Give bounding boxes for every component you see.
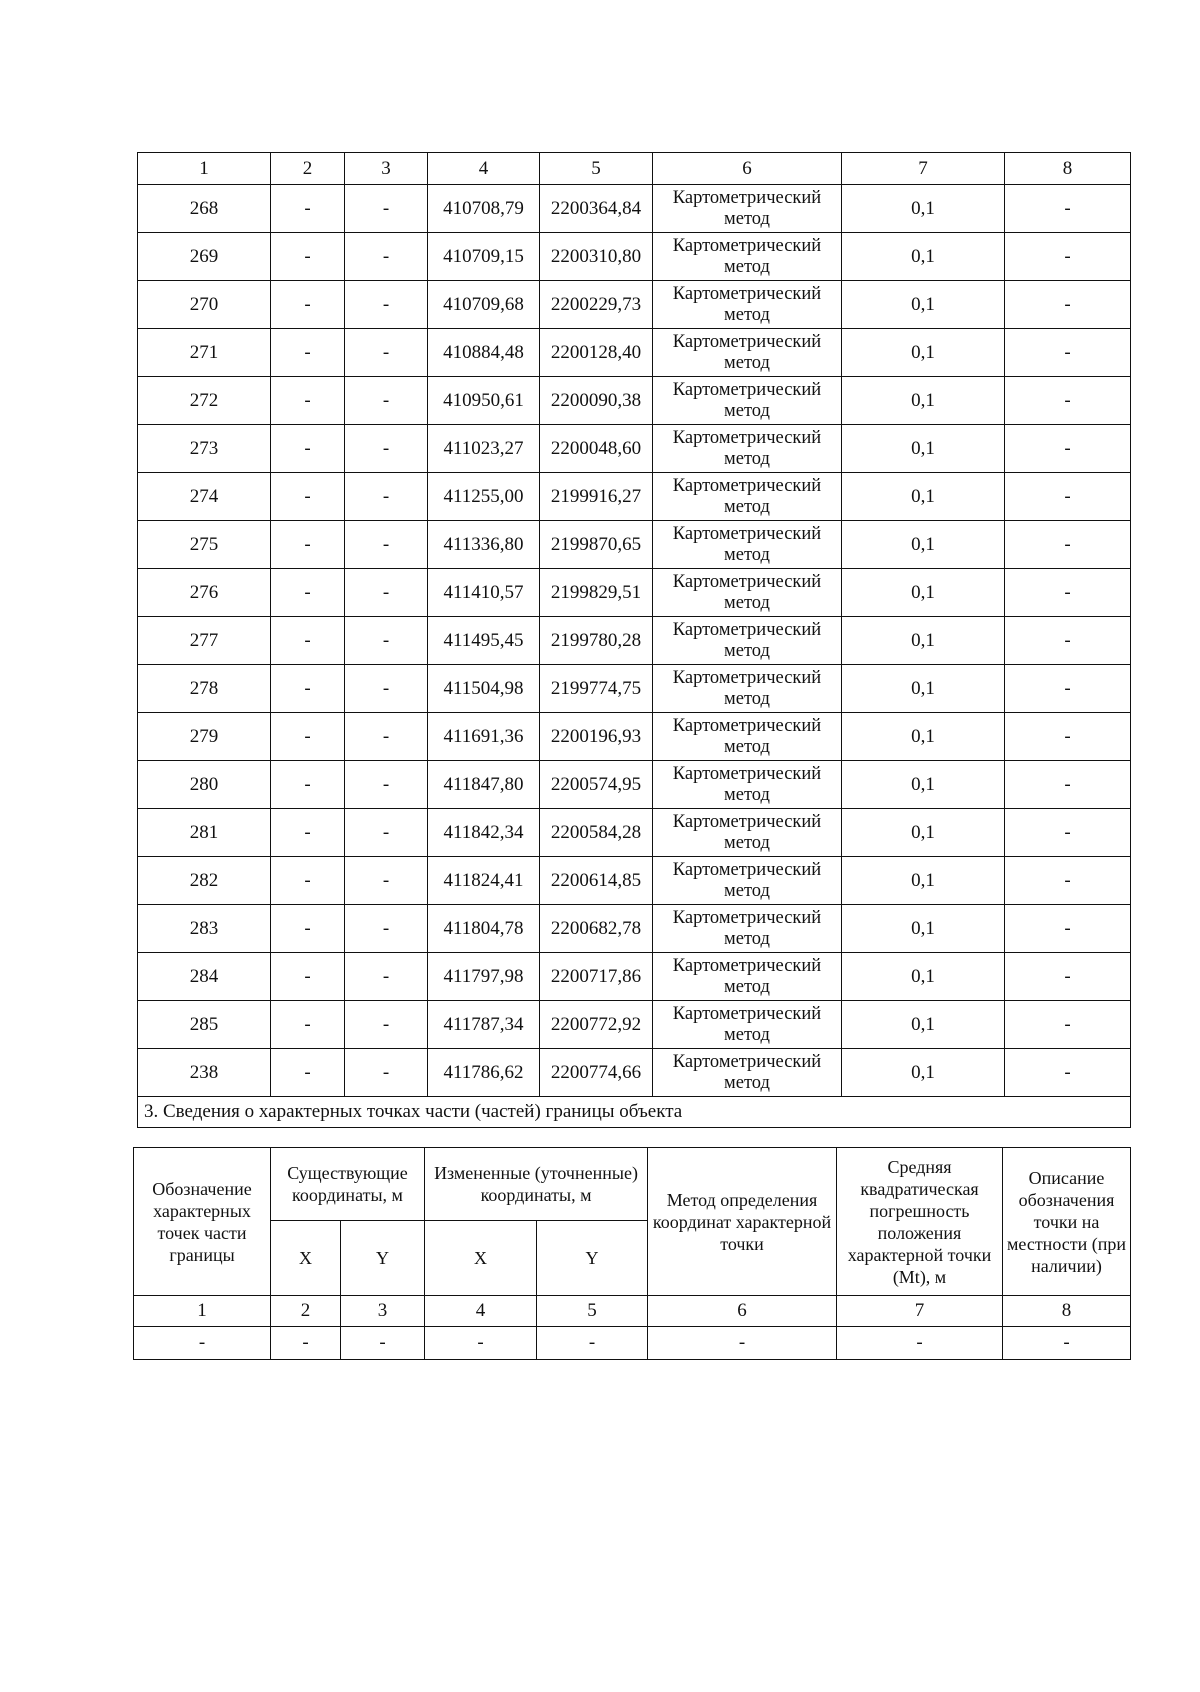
method-text: Картометрический: [672, 379, 822, 400]
method-text: метод: [724, 592, 770, 613]
method-text: Картометрический: [672, 859, 822, 880]
method-text: Картометрический: [672, 715, 822, 736]
existing-x-cell: -: [271, 713, 345, 761]
existing-y-cell: -: [345, 617, 428, 665]
existing-x-header: X: [271, 1221, 341, 1296]
table-row: [138, 233, 1131, 281]
method-cell: [653, 473, 842, 521]
error-cell: 0,1: [842, 569, 1005, 617]
description-cell: -: [1005, 1001, 1131, 1049]
error-cell: 0,1: [842, 665, 1005, 713]
point-number-cell: 238: [138, 1049, 271, 1097]
existing-x-cell: -: [271, 329, 345, 377]
section-heading-row: [138, 1097, 1131, 1128]
y-coordinate-cell: 2200682,78: [540, 905, 653, 953]
table-row: [138, 905, 1131, 953]
y-coordinate-cell: 2200090,38: [540, 377, 653, 425]
table-row: [138, 665, 1131, 713]
method-cell: [653, 1049, 842, 1097]
method-cell: [653, 329, 842, 377]
y-coordinate-cell: 2200048,60: [540, 425, 653, 473]
table-row: [138, 185, 1131, 233]
y-coordinate-cell: 2200128,40: [540, 329, 653, 377]
table-cell: -: [134, 1327, 271, 1360]
changed-coordinates-header: Измененные (уточненные) координаты, м: [425, 1148, 648, 1221]
y-coordinate-cell: 2200772,92: [540, 1001, 653, 1049]
method-text: Картометрический: [672, 811, 822, 832]
header-row: [134, 1148, 1131, 1221]
description-cell: -: [1005, 569, 1131, 617]
method-text: метод: [724, 1072, 770, 1093]
column-number: 3: [341, 1296, 425, 1327]
method-text: метод: [724, 736, 770, 757]
x-coordinate-cell: 410950,61: [428, 377, 540, 425]
y-coordinate-cell: 2200584,28: [540, 809, 653, 857]
column-number: 3: [345, 153, 428, 185]
existing-y-cell: -: [345, 473, 428, 521]
description-cell: -: [1005, 473, 1131, 521]
description-cell: -: [1005, 281, 1131, 329]
table-row: [138, 521, 1131, 569]
part-boundary-points-table: [133, 1147, 1131, 1360]
description-cell: -: [1005, 905, 1131, 953]
point-number-cell: 280: [138, 761, 271, 809]
table-cell: -: [648, 1327, 837, 1360]
column-number: 2: [271, 1296, 341, 1327]
method-text: метод: [724, 352, 770, 373]
column-number: 1: [134, 1296, 271, 1327]
table-row: [138, 809, 1131, 857]
existing-y-cell: -: [345, 905, 428, 953]
method-text: Картометрический: [672, 1003, 822, 1024]
changed-y-header: Y: [537, 1221, 648, 1296]
existing-x-cell: -: [271, 185, 345, 233]
y-coordinate-cell: 2199774,75: [540, 665, 653, 713]
method-text: метод: [724, 208, 770, 229]
x-coordinate-cell: 410709,68: [428, 281, 540, 329]
existing-x-cell: -: [271, 857, 345, 905]
point-number-cell: 279: [138, 713, 271, 761]
error-cell: 0,1: [842, 1049, 1005, 1097]
boundary-points-table: [137, 152, 1131, 1128]
table-row: [138, 473, 1131, 521]
existing-x-cell: -: [271, 1001, 345, 1049]
description-cell: -: [1005, 185, 1131, 233]
y-coordinate-cell: 2200774,66: [540, 1049, 653, 1097]
existing-y-cell: -: [345, 665, 428, 713]
description-cell: -: [1005, 617, 1131, 665]
y-coordinate-cell: 2200614,85: [540, 857, 653, 905]
method-text: метод: [724, 928, 770, 949]
x-coordinate-cell: 410884,48: [428, 329, 540, 377]
method-text: метод: [724, 688, 770, 709]
point-number-cell: 284: [138, 953, 271, 1001]
column-number: 7: [842, 153, 1005, 185]
error-cell: 0,1: [842, 617, 1005, 665]
method-text: Картометрический: [672, 235, 822, 256]
existing-x-cell: -: [271, 905, 345, 953]
column-number: 8: [1005, 153, 1131, 185]
description-cell: -: [1005, 521, 1131, 569]
column-number: 1: [138, 153, 271, 185]
column-number: 4: [428, 153, 540, 185]
existing-y-cell: -: [345, 713, 428, 761]
point-number-cell: 285: [138, 1001, 271, 1049]
x-coordinate-cell: 411495,45: [428, 617, 540, 665]
existing-y-cell: -: [345, 809, 428, 857]
existing-x-cell: -: [271, 1049, 345, 1097]
x-coordinate-cell: 410708,79: [428, 185, 540, 233]
table-row: [134, 1327, 1131, 1360]
method-text: метод: [724, 976, 770, 997]
method-cell: [653, 665, 842, 713]
x-coordinate-cell: 411787,34: [428, 1001, 540, 1049]
x-coordinate-cell: 411255,00: [428, 473, 540, 521]
column-number: 6: [653, 153, 842, 185]
table-row: [138, 713, 1131, 761]
description-cell: -: [1005, 809, 1131, 857]
table-row: [138, 569, 1131, 617]
point-number-cell: 275: [138, 521, 271, 569]
method-cell: [653, 281, 842, 329]
method-text: метод: [724, 784, 770, 805]
x-coordinate-cell: 411797,98: [428, 953, 540, 1001]
table-row: [138, 1049, 1131, 1097]
error-cell: 0,1: [842, 809, 1005, 857]
column-number: 4: [425, 1296, 537, 1327]
existing-y-cell: -: [345, 377, 428, 425]
error-cell: 0,1: [842, 713, 1005, 761]
method-text: метод: [724, 304, 770, 325]
existing-y-cell: -: [345, 329, 428, 377]
method-cell: [653, 857, 842, 905]
y-coordinate-cell: 2200196,93: [540, 713, 653, 761]
existing-y-cell: -: [345, 857, 428, 905]
method-text: метод: [724, 832, 770, 853]
y-coordinate-cell: 2199780,28: [540, 617, 653, 665]
point-number-cell: 283: [138, 905, 271, 953]
point-number-cell: 270: [138, 281, 271, 329]
description-cell: -: [1005, 665, 1131, 713]
existing-x-cell: -: [271, 953, 345, 1001]
existing-y-cell: -: [345, 761, 428, 809]
table-row: [138, 377, 1131, 425]
method-text: Картометрический: [672, 523, 822, 544]
description-cell: -: [1005, 425, 1131, 473]
point-number-cell: 268: [138, 185, 271, 233]
existing-y-cell: -: [345, 569, 428, 617]
column-number-row: [134, 1296, 1131, 1327]
table-cell: -: [341, 1327, 425, 1360]
point-number-cell: 271: [138, 329, 271, 377]
x-coordinate-cell: 411504,98: [428, 665, 540, 713]
point-number-cell: 276: [138, 569, 271, 617]
table-row: [138, 857, 1131, 905]
method-text: Картометрический: [672, 475, 822, 496]
designation-header: Обозначение характерных точек части границы: [134, 1148, 271, 1296]
error-cell: 0,1: [842, 185, 1005, 233]
x-coordinate-cell: 411336,80: [428, 521, 540, 569]
table-row: [138, 761, 1131, 809]
existing-y-cell: -: [345, 185, 428, 233]
y-coordinate-cell: 2200574,95: [540, 761, 653, 809]
table-cell: -: [537, 1327, 648, 1360]
column-number-row: [138, 153, 1131, 185]
point-number-cell: 277: [138, 617, 271, 665]
method-cell: [653, 905, 842, 953]
error-header: Средняя квадратическая погрешность положения характерной точки (Mt), м: [837, 1148, 1003, 1296]
method-cell: [653, 617, 842, 665]
error-cell: 0,1: [842, 905, 1005, 953]
existing-y-cell: -: [345, 233, 428, 281]
x-coordinate-cell: 411847,80: [428, 761, 540, 809]
point-number-cell: 272: [138, 377, 271, 425]
method-cell: [653, 569, 842, 617]
error-cell: 0,1: [842, 281, 1005, 329]
table-row: [138, 1001, 1131, 1049]
column-number: 5: [537, 1296, 648, 1327]
method-text: Картометрический: [672, 187, 822, 208]
column-number: 2: [271, 153, 345, 185]
table-row: [138, 953, 1131, 1001]
table-row: [138, 281, 1131, 329]
x-coordinate-cell: 411023,27: [428, 425, 540, 473]
existing-y-cell: -: [345, 281, 428, 329]
point-number-cell: 278: [138, 665, 271, 713]
table-row: [138, 617, 1131, 665]
table-cell: -: [1003, 1327, 1131, 1360]
method-text: метод: [724, 496, 770, 517]
existing-y-cell: -: [345, 1001, 428, 1049]
y-coordinate-cell: 2199829,51: [540, 569, 653, 617]
method-text: метод: [724, 448, 770, 469]
existing-x-cell: -: [271, 809, 345, 857]
method-cell: [653, 953, 842, 1001]
description-header: Описание обозначения точки на местности (при наличии): [1003, 1148, 1131, 1296]
method-text: метод: [724, 400, 770, 421]
existing-y-cell: -: [345, 521, 428, 569]
column-number: 7: [837, 1296, 1003, 1327]
y-coordinate-cell: 2199870,65: [540, 521, 653, 569]
x-coordinate-cell: 411786,62: [428, 1049, 540, 1097]
method-text: метод: [724, 1024, 770, 1045]
method-cell: [653, 761, 842, 809]
table-cell: -: [425, 1327, 537, 1360]
y-coordinate-cell: 2200364,84: [540, 185, 653, 233]
existing-y-cell: -: [345, 953, 428, 1001]
method-cell: [653, 809, 842, 857]
point-number-cell: 274: [138, 473, 271, 521]
existing-x-cell: -: [271, 521, 345, 569]
x-coordinate-cell: 411824,41: [428, 857, 540, 905]
description-cell: -: [1005, 953, 1131, 1001]
point-number-cell: 269: [138, 233, 271, 281]
method-text: Картометрический: [672, 283, 822, 304]
table-cell: -: [271, 1327, 341, 1360]
error-cell: 0,1: [842, 473, 1005, 521]
description-cell: -: [1005, 329, 1131, 377]
existing-x-cell: -: [271, 617, 345, 665]
method-text: Картометрический: [672, 619, 822, 640]
error-cell: 0,1: [842, 329, 1005, 377]
y-coordinate-cell: 2199916,27: [540, 473, 653, 521]
existing-x-cell: -: [271, 761, 345, 809]
table-cell: -: [837, 1327, 1003, 1360]
error-cell: 0,1: [842, 425, 1005, 473]
existing-x-cell: -: [271, 281, 345, 329]
error-cell: 0,1: [842, 953, 1005, 1001]
point-number-cell: 273: [138, 425, 271, 473]
method-text: метод: [724, 640, 770, 661]
error-cell: 0,1: [842, 521, 1005, 569]
error-cell: 0,1: [842, 233, 1005, 281]
description-cell: -: [1005, 713, 1131, 761]
x-coordinate-cell: 411804,78: [428, 905, 540, 953]
existing-y-header: Y: [341, 1221, 425, 1296]
existing-y-cell: -: [345, 1049, 428, 1097]
y-coordinate-cell: 2200310,80: [540, 233, 653, 281]
method-text: Картометрический: [672, 331, 822, 352]
description-cell: -: [1005, 761, 1131, 809]
method-text: Картометрический: [672, 763, 822, 784]
method-cell: [653, 1001, 842, 1049]
section-title: 3. Сведения о характерных точках части (частей) границы объекта: [138, 1097, 1131, 1128]
error-cell: 0,1: [842, 377, 1005, 425]
point-number-cell: 282: [138, 857, 271, 905]
description-cell: -: [1005, 377, 1131, 425]
description-cell: -: [1005, 1049, 1131, 1097]
existing-y-cell: -: [345, 425, 428, 473]
method-cell: [653, 233, 842, 281]
method-text: Картометрический: [672, 571, 822, 592]
existing-x-cell: -: [271, 473, 345, 521]
method-cell: [653, 521, 842, 569]
column-number: 6: [648, 1296, 837, 1327]
description-cell: -: [1005, 233, 1131, 281]
method-cell: [653, 713, 842, 761]
existing-x-cell: -: [271, 425, 345, 473]
method-text: метод: [724, 880, 770, 901]
existing-x-cell: -: [271, 377, 345, 425]
changed-x-header: X: [425, 1221, 537, 1296]
table-row: [138, 329, 1131, 377]
method-cell: [653, 425, 842, 473]
x-coordinate-cell: 411842,34: [428, 809, 540, 857]
x-coordinate-cell: 411691,36: [428, 713, 540, 761]
method-text: Картометрический: [672, 955, 822, 976]
column-number: 8: [1003, 1296, 1131, 1327]
y-coordinate-cell: 2200229,73: [540, 281, 653, 329]
method-text: метод: [724, 256, 770, 277]
existing-coordinates-header: Существующие координаты, м: [271, 1148, 425, 1221]
method-text: Картометрический: [672, 907, 822, 928]
table-row: [138, 425, 1131, 473]
x-coordinate-cell: 410709,15: [428, 233, 540, 281]
error-cell: 0,1: [842, 857, 1005, 905]
y-coordinate-cell: 2200717,86: [540, 953, 653, 1001]
method-text: метод: [724, 544, 770, 565]
existing-x-cell: -: [271, 665, 345, 713]
method-text: Картометрический: [672, 427, 822, 448]
method-text: Картометрический: [672, 1051, 822, 1072]
method-header: Метод определения координат характерной точки: [648, 1148, 837, 1296]
existing-x-cell: -: [271, 569, 345, 617]
existing-x-cell: -: [271, 233, 345, 281]
error-cell: 0,1: [842, 1001, 1005, 1049]
point-number-cell: 281: [138, 809, 271, 857]
x-coordinate-cell: 411410,57: [428, 569, 540, 617]
method-cell: [653, 185, 842, 233]
error-cell: 0,1: [842, 761, 1005, 809]
column-number: 5: [540, 153, 653, 185]
method-text: Картометрический: [672, 667, 822, 688]
description-cell: -: [1005, 857, 1131, 905]
method-cell: [653, 377, 842, 425]
